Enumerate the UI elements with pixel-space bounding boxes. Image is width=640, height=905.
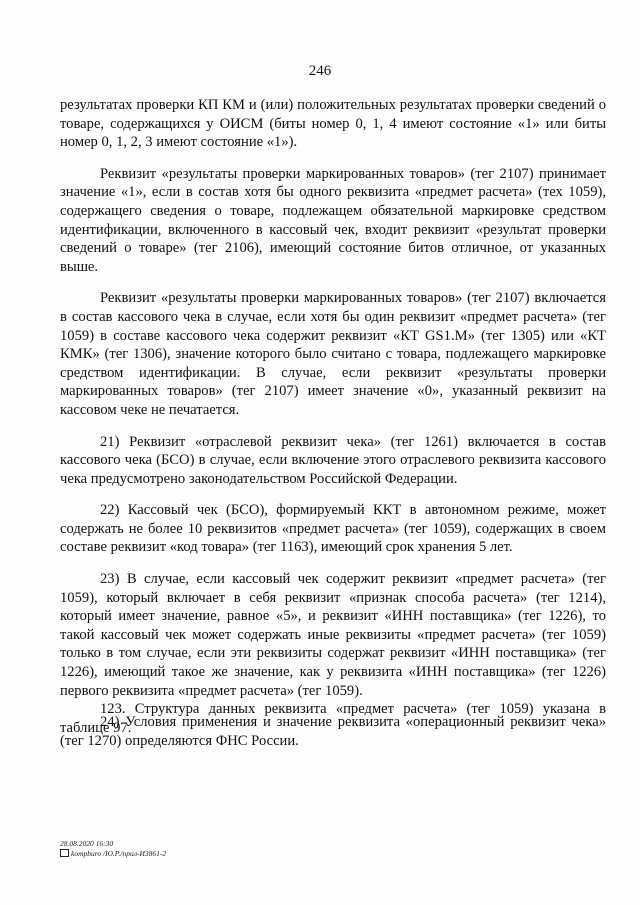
section-123: 123. Структура данных реквизита «предмет расчета» (тег 1059) указана в таблице 97. bbox=[60, 701, 606, 736]
paragraph-item-21: 21) Реквизит «отраслевой реквизит чека» (тег 1261) включается в состав кассового чека (БСО) в случае, если включение этого отраслевого реквизита кассового чека предусмотрено законодательством Российской Федерации. bbox=[60, 433, 606, 487]
paragraph-item-22: 22) Кассовый чек (БСО), формируемый ККТ в автономном режиме, может содержать не более 10 реквизитов «предмет расчета» (тег 1059), содержащих в своем составе реквизит «код товара» (тег 1163), имеющий срок хранения 5 лет. bbox=[60, 502, 606, 556]
paragraph-item-23: 23) В случае, если кассовый чек содержит реквизит «предмет расчета» (тег 1059), который включает в себя реквизит «признак способа расчета» (тег 1214), который имеет значение, равное «5», и реквизит «ИНН поставщика» (тег 1226), то такой кассовый чек может содержать иные реквизиты «предмет расчета» (тег 1059) только в том случае, если эти реквизиты содержат реквизит «ИНН поставщика» (тег 1226), имеющий такое же значение, как у реквизита «ИНН поставщика» (тег 1226) первого реквизита «предмет расчета» (тег 1059). bbox=[60, 571, 606, 699]
paragraph-continuation: результатах проверки КП КМ и (или) положительных результатах проверки сведений о товаре, содержащихся у ОИСМ (биты номер 0, 1, 4 имеют состояние «1» или биты номер 0, 1, 2, 3 имеют состояние «1»). bbox=[60, 97, 606, 151]
footer-file-ref-row bbox=[60, 849, 166, 859]
page-number: 246 bbox=[308, 63, 332, 79]
paragraph-item-24: 24) Условия применения и значение реквизита «операционный реквизит чека» (тег 1270) определяются ФНС России. bbox=[60, 714, 606, 749]
file-icon bbox=[60, 849, 69, 857]
document-footer bbox=[60, 839, 166, 859]
paragraph-2107-inclusion: Реквизит «результаты проверки маркированных товаров» (тег 2107) включается в состав кассового чека в случае, если хотя бы один реквизит «предмет расчета» (тег 1059) в составе кассового чека содержит реквизит «КТ GS1.M» (тег 1305) или «КТ КМК» (тег 1306), значение которого было считано с товара, подлежащего маркировке средством идентификации. В случае, если реквизит «результаты проверки маркированных товаров» (тег 2107) имеет значение «0», указанный реквизит на кассовом чеке не печатается. bbox=[60, 290, 606, 418]
paragraph-2107-value: Реквизит «результаты проверки маркированных товаров» (тег 2107) принимает значение «1», если в состав хотя бы одного реквизита «предмет расчета» (тех 1059), содержащего сведения о товаре, подлежащем обязательной маркировке средством идентификации, включенного в кассовый чек, входит реквизит «результат проверки сведений о товаре» (тег 2106), имеющий состояние битов отличное, от указанных выше. bbox=[60, 165, 606, 275]
footer-timestamp: 28.08.2020 16:30 bbox=[60, 839, 114, 848]
footer-file-ref: kompburo /Ю.Р./прил-И3861-2 bbox=[71, 849, 167, 858]
document-body bbox=[60, 96, 606, 763]
